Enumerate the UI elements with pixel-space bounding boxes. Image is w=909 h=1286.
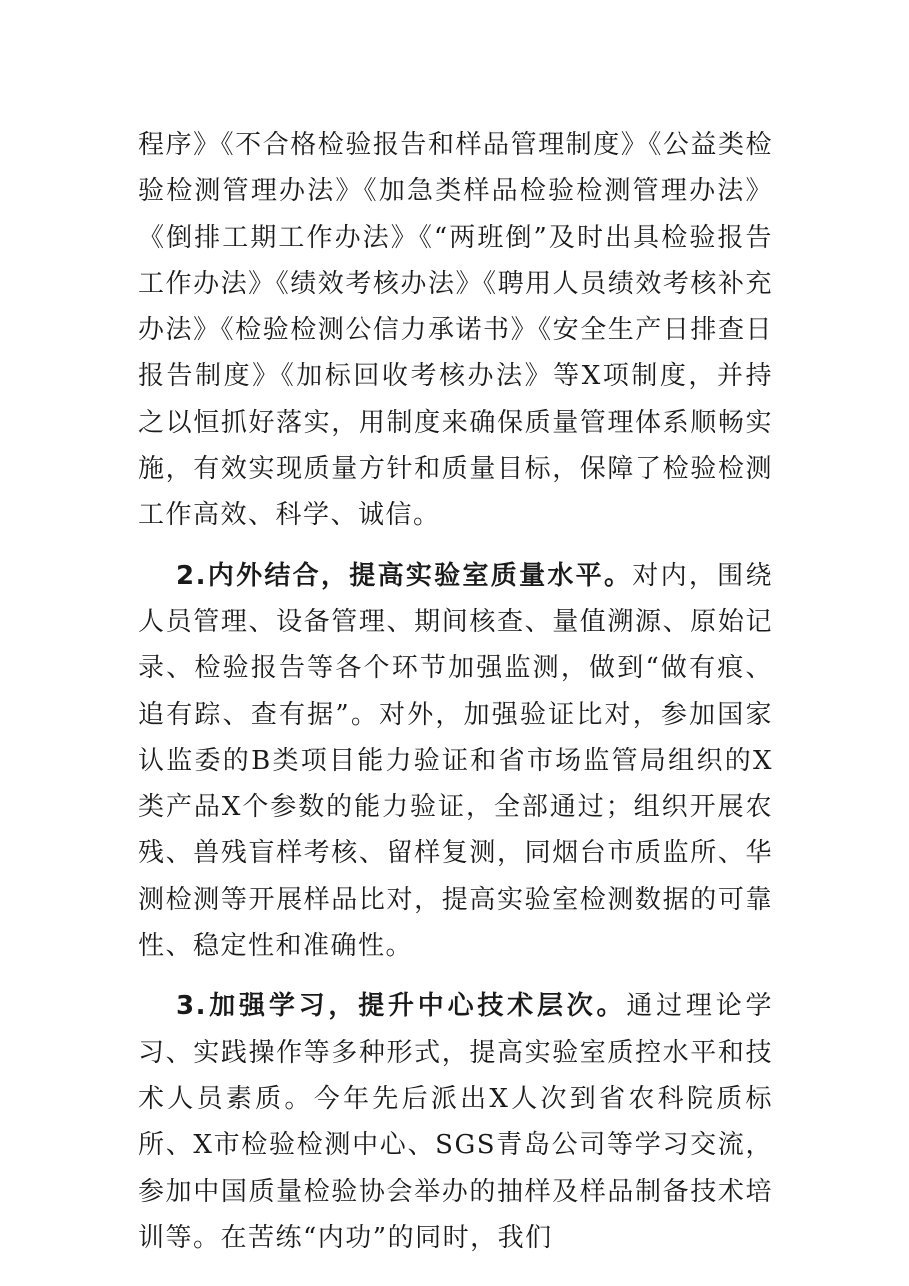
paragraph-3-heading: 3.加强学习，提升中心技术层次。: [176, 991, 627, 1022]
paragraph-1-text: 程序》《不合格检验报告和样品管理制度》《公益类检验检测管理办法》《加急类样品检验检测管理办法》《倒排工期工作办法》《“两班倒”及时出具检验报告工作办法》《绩效考核办法》《聘用人员绩效考核补充办法》《检验检测公信力承诺书》《安全生产日排查日报告制度》《加标回收考核办法》等X项制度，并持之以恒抓好落实，用制度来确保质量管理体系顺畅实施，有效实现质量方针和质量目标，保障了检验检测工作高效、科学、诚信。: [138, 130, 773, 531]
paragraph-3-text: 通过理论学习、实践操作等多种形式，提高实验室质控水平和技术人员素质。今年先后派出X人次到省农科院质标所、X市检验检测中心、SGS青岛公司等学习交流，参加中国质量检验协会举办的抽样及样品制备技术培训等。在苦练“内功”的同时，我们: [138, 991, 773, 1253]
paragraph-1: [138, 122, 773, 539]
paragraph-2: [138, 553, 773, 970]
paragraph-2-heading: 2.内外结合，提高实验室质量水平。: [176, 560, 633, 591]
paragraph-3: [138, 983, 773, 1261]
paragraph-2-text: 对内，围绕人员管理、设备管理、期间核查、量值溯源、原始记录、检验报告等各个环节加强监测，做到“做有痕、追有踪、查有据”。对外，加强验证比对，参加国家认监委的B类项目能力验证和省市场监管局组织的X类产品X个参数的能力验证，全部通过；组织开展农残、兽残盲样考核、留样复测，同烟台市质监所、华测检测等开展样品比对，提高实验室检测数据的可靠性、稳定性和准确性。: [138, 560, 773, 962]
